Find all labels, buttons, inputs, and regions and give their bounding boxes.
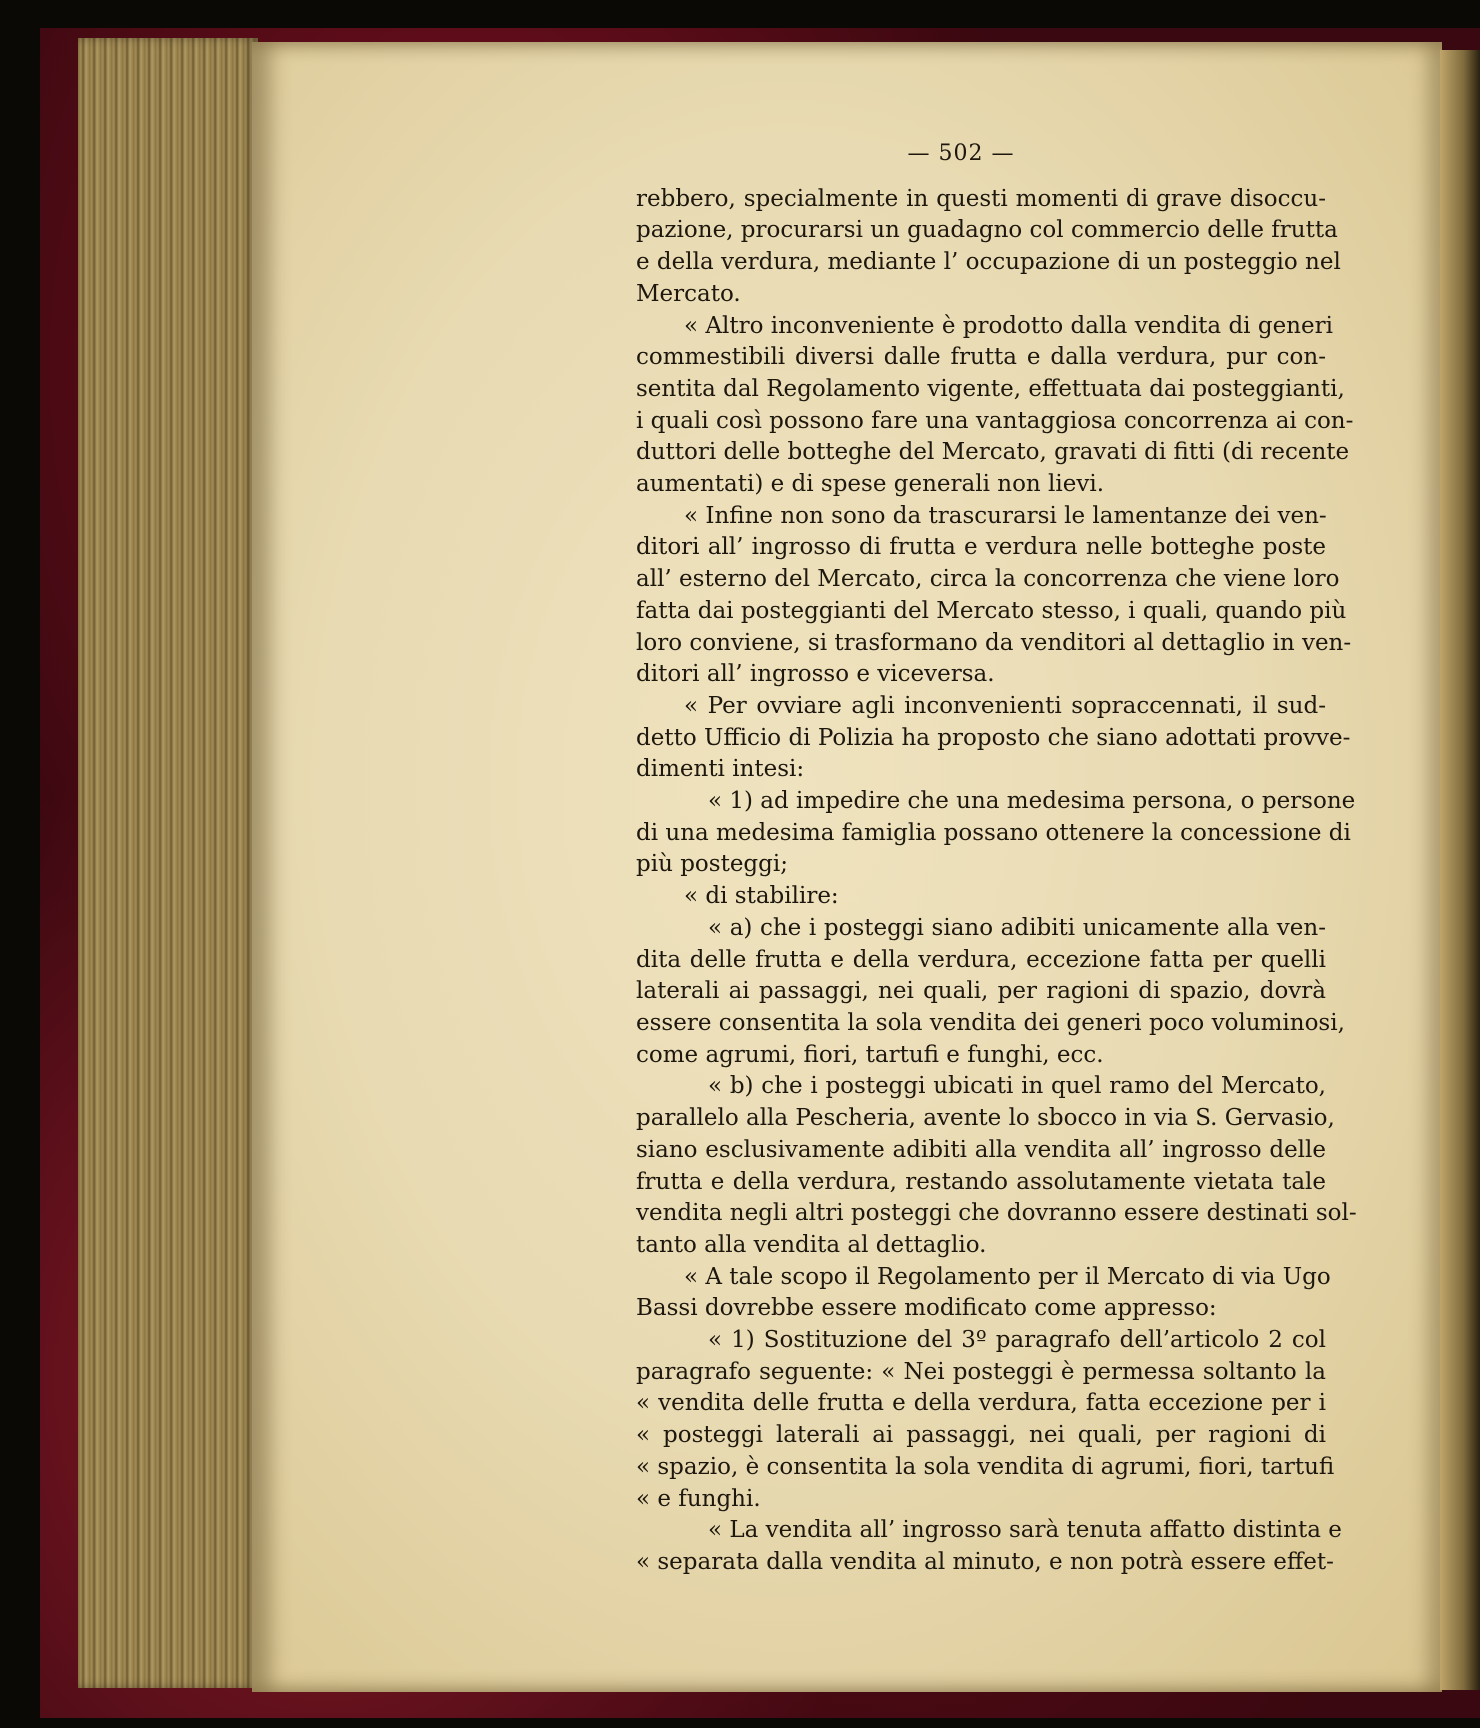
text-line: « Per ovviare agli inconvenienti sopraccennati, il sud- xyxy=(684,692,1326,719)
text-line: pazione, procurarsi un guadagno col commercio delle frutta xyxy=(636,217,1338,244)
text-line: « A tale scopo il Regolamento per il Mercato di via Ugo xyxy=(684,1263,1331,1290)
text-line: dita delle frutta e della verdura, eccezione fatta per quelli xyxy=(636,946,1326,973)
text-line: loro conviene, si trasformano da venditori al dettaglio in ven- xyxy=(636,629,1352,656)
text-line: Mercato. xyxy=(636,280,741,307)
text-line: dimenti intesi: xyxy=(636,756,805,783)
text-line: detto Ufficio di Polizia ha proposto che siano adottati provve- xyxy=(636,724,1351,751)
text-line: commestibili diversi dalle frutta e dalla verdura, pur con- xyxy=(636,344,1326,371)
text-line: « 1) Sostituzione del 3º paragrafo dell’articolo 2 col xyxy=(708,1327,1326,1354)
text-line: paragrafo seguente: « Nei posteggi è permessa soltanto la xyxy=(636,1358,1326,1385)
text-line: « di stabilire: xyxy=(684,883,839,910)
text-line: ditori all’ ingrosso di frutta e verdura nelle botteghe poste xyxy=(636,534,1326,561)
text-line: e della verdura, mediante l’ occupazione di un posteggio nel xyxy=(636,249,1341,276)
text-line: vendita negli altri posteggi che dovranno essere destinati sol- xyxy=(636,1200,1357,1227)
text-line: all’ esterno del Mercato, circa la concorrenza che viene loro xyxy=(636,566,1340,593)
book-gutter xyxy=(1440,50,1480,1690)
text-line: parallelo alla Pescheria, avente lo sbocco in via S. Gervasio, xyxy=(636,1105,1335,1132)
text-line: « separata dalla vendita al minuto, e non potrà essere effet- xyxy=(636,1548,1334,1575)
text-line: « 1) ad impedire che una medesima persona, o persone xyxy=(708,788,1356,815)
text-line: come agrumi, fiori, tartufi e funghi, ecc. xyxy=(636,1041,1104,1068)
text-line: tanto alla vendita al dettaglio. xyxy=(636,1231,987,1258)
text-line: i quali così possono fare una vantaggiosa concorrenza ai con- xyxy=(636,407,1354,434)
page-edges xyxy=(78,38,258,1688)
text-line: siano esclusivamente adibiti alla vendita all’ ingrosso delle xyxy=(636,1136,1326,1163)
text-line: « e funghi. xyxy=(636,1485,761,1512)
text-line: duttori delle botteghe del Mercato, gravati di fitti (di recente xyxy=(636,439,1350,466)
text-line: « posteggi laterali ai passaggi, nei quali, per ragioni di xyxy=(636,1422,1326,1449)
text-line: « spazio, è consentita la sola vendita di agrumi, fiori, tartufi xyxy=(636,1453,1335,1480)
page-number: — 502 — xyxy=(907,141,1015,166)
text-line: ditori all’ ingrosso e viceversa. xyxy=(636,661,995,688)
text-line: « Altro inconveniente è prodotto dalla vendita di generi xyxy=(684,312,1333,339)
text-line: sentita dal Regolamento vigente, effettuata dai posteggianti, xyxy=(636,375,1345,402)
text-line: di una medesima famiglia possano ottenere la concessione di xyxy=(636,819,1351,846)
body-text xyxy=(636,184,1357,1579)
text-line: essere consentita la sola vendita dei generi poco voluminosi, xyxy=(636,1009,1345,1036)
text-line: più posteggi; xyxy=(636,851,788,878)
text-line: « a) che i posteggi siano adibiti unicamente alla ven- xyxy=(708,914,1326,941)
text-line: aumentati) e di spese generali non lievi. xyxy=(636,471,1105,498)
text-line: fatta dai posteggianti del Mercato stesso, i quali, quando più xyxy=(636,597,1347,624)
text-line: rebbero, specialmente in questi momenti di grave disoccu- xyxy=(636,185,1326,212)
text-line: laterali ai passaggi, nei quali, per ragioni di spazio, dovrà xyxy=(636,978,1326,1005)
text-line: « b) che i posteggi ubicati in quel ramo del Mercato, xyxy=(708,1073,1326,1100)
text-line: frutta e della verdura, restando assolutamente vietata tale xyxy=(636,1168,1326,1195)
text-line: « Infine non sono da trascurarsi le lamentanze dei ven- xyxy=(684,502,1327,529)
text-line: Bassi dovrebbe essere modificato come appresso: xyxy=(636,1295,1217,1322)
text-line: « La vendita all’ ingrosso sarà tenuta affatto distinta e xyxy=(708,1517,1342,1544)
text-line: « vendita delle frutta e della verdura, fatta eccezione per i xyxy=(636,1390,1326,1417)
page-text xyxy=(636,138,1357,1579)
